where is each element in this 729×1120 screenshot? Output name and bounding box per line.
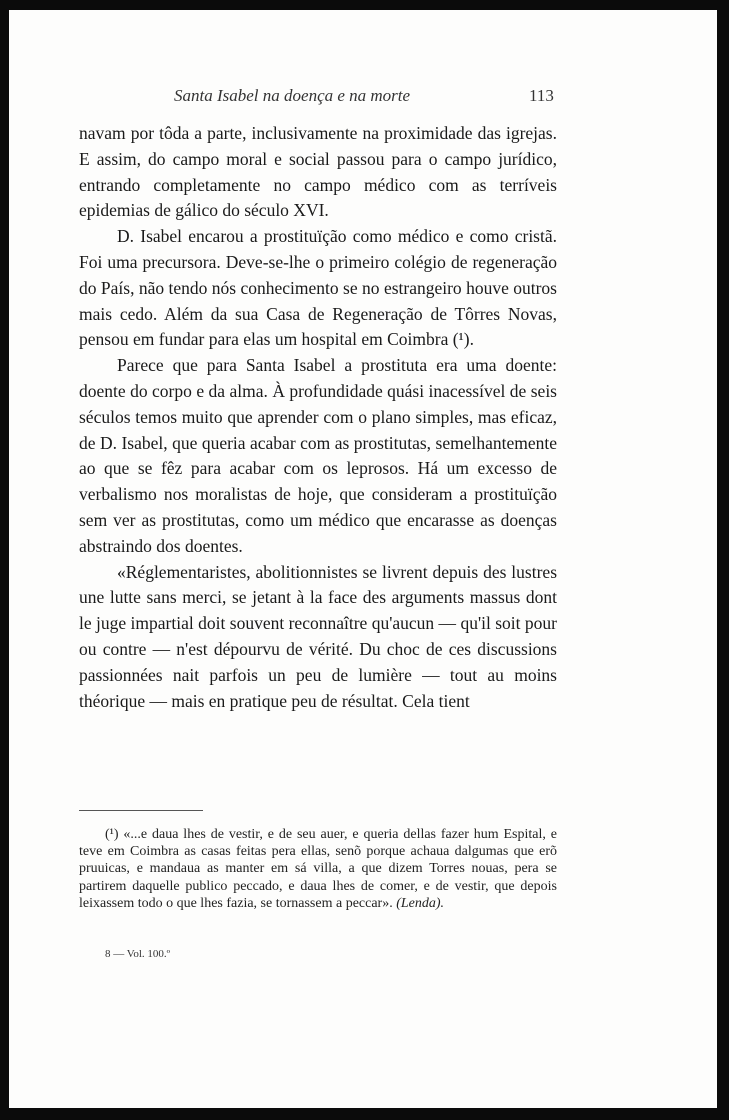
paragraph: «Réglementaristes, abolitionnistes se livrent depuis des lustres une lutte sans merci, se jetant à la face des arguments massus dont le juge impartial doit souvent reconnaître qu'aucun — qu'il soit pour ou contre — n'est dépourvu de vérité. Du choc de ces discussions passionnées nait parfois un peu de lumière — tout au moins théorique — mais en pratique peu de résultat. Cela tient: [79, 561, 557, 711]
paragraph: navam por tôda a parte, inclusivamente na proximidade das igrejas. E assim, do campo moral e social passou para o campo jurídico, entrando completamente no campo médico com as terríveis epidemias de gálico do século XVI.: [79, 123, 557, 221]
signature-mark: 8 — Vol. 100.º: [105, 948, 171, 960]
paragraph: D. Isabel encarou a prostituïção como médico e como cristã. Foi uma precursora. Deve-se-lhe o primeiro colégio de regeneração do País, não tendo nós conhecimento se no estrangeiro houve outros mais cedo. Além da sua Casa de Regeneração de Tôrres Novas, pensou em fundar para elas um hospital em Coimbra (¹).: [79, 226, 557, 350]
paragraph: Parece que para Santa Isabel a prostituta era uma doente: doente do corpo e da alma. À profundidade quási inacessível de seis séculos temos muito que aprender com o plano simples, mas eficaz, de D. Isabel, que queria acabar com as prostitutas, semelhantemente ao que se fêz para acabar com os leprosos. Há um excesso de verbalismo nos moralistas de hoje, que consideram a prostituïção sem ver as prostitutas, como um médico que encarasse as doenças abstraindo dos doentes.: [79, 355, 557, 556]
footnote: [79, 826, 557, 912]
page-number: 113: [529, 86, 554, 105]
running-title: Santa Isabel na doença e na morte: [174, 86, 411, 105]
footnote-text: (¹) «...e daua lhes de vestir, e de seu auer, e queria dellas fazer hum Espital, e teve em Coimbra as casas feitas pera ellas, senõ porque achaua dalgumas que erõ pruuicas, e mandaua as manter em sá villa, a que dizem Torres nouas, pera se partirem daquelle publico peccado, e daua lhes de comer, e de vestir, que depois leixassem todo o que lhes fazia, se tornassem a peccar».: [79, 827, 557, 911]
footnote-separator: [79, 810, 203, 811]
body-text: [79, 121, 557, 714]
footnote-source: (Lenda).: [396, 895, 445, 911]
page: [9, 10, 717, 1108]
running-header: [9, 86, 717, 110]
